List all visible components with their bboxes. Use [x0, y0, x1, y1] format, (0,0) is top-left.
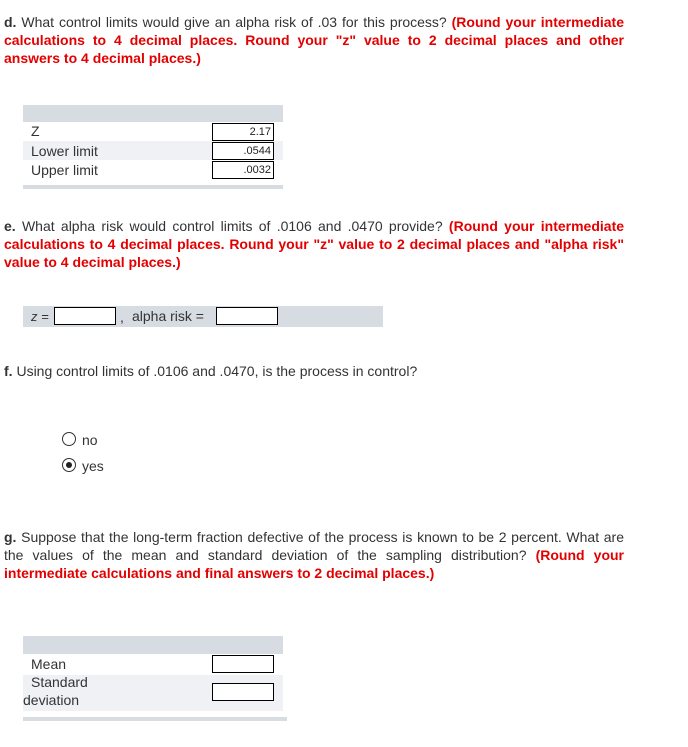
z-value-input[interactable] — [54, 307, 116, 325]
z-input[interactable]: 2.17 — [212, 123, 274, 141]
z-label: Z — [31, 123, 40, 139]
question-d-text: What control limits would give an alpha risk of .03 for this process? — [21, 14, 447, 30]
radio-no-label[interactable]: no — [82, 432, 98, 448]
question-g-instruction: (Round your intermediate calculations and final answers to 2 decimal places.) — [4, 547, 624, 581]
table-g-header-band — [23, 636, 283, 654]
sd-input[interactable] — [212, 683, 274, 701]
sd-label-line2: deviation — [23, 692, 80, 708]
separator-comma: , — [120, 309, 124, 325]
upper-limit-input[interactable]: .0032 — [212, 161, 274, 179]
question-f — [4, 362, 624, 380]
lower-limit-input[interactable]: .0544 — [212, 142, 274, 160]
question-f-text: Using control limits of .0106 and .0470, is the process in control? — [16, 363, 418, 379]
question-d-letter: d. — [4, 14, 17, 30]
alpha-risk-label: alpha risk = — [132, 308, 204, 324]
sd-label-line1: Standard — [31, 674, 88, 690]
table-d-footer-band — [23, 185, 283, 189]
radio-no[interactable] — [62, 432, 76, 446]
radio-yes[interactable] — [62, 458, 76, 472]
question-g-text: Suppose that the long-term fraction defective of the process is known to be 2 percent. What are the values of the mean and standard deviation of the sampling distribution? — [4, 529, 624, 563]
question-d — [4, 13, 624, 67]
question-e-instruction: (Round your intermediate calculations to 4 decimal places. Round your "z" value to 2 decimal places and "alpha risk" value to 4 decimal places.) — [4, 218, 625, 270]
mean-input[interactable] — [212, 655, 274, 673]
lower-limit-label: Lower limit — [31, 143, 98, 159]
question-e-letter: e. — [4, 218, 16, 234]
alpha-risk-input[interactable] — [216, 307, 278, 325]
z-equals-label: z = — [31, 309, 49, 324]
question-g — [4, 528, 624, 582]
question-d-instruction: (Round your intermediate calculations to 4 decimal places. Round your "z" value to 2 decimal places and other answers to 4 decimal places.) — [4, 14, 624, 66]
question-e — [4, 217, 624, 271]
radio-yes-label[interactable]: yes — [82, 458, 104, 474]
table-d-header-band — [23, 105, 283, 122]
question-g-letter: g. — [4, 529, 17, 545]
table-g-footer-band — [23, 717, 287, 721]
question-e-text: What alpha risk would control limits of .0106 and .0470 provide? — [21, 218, 443, 234]
mean-label: Mean — [31, 656, 67, 672]
question-f-letter: f. — [4, 363, 13, 379]
upper-limit-label: Upper limit — [31, 162, 98, 178]
